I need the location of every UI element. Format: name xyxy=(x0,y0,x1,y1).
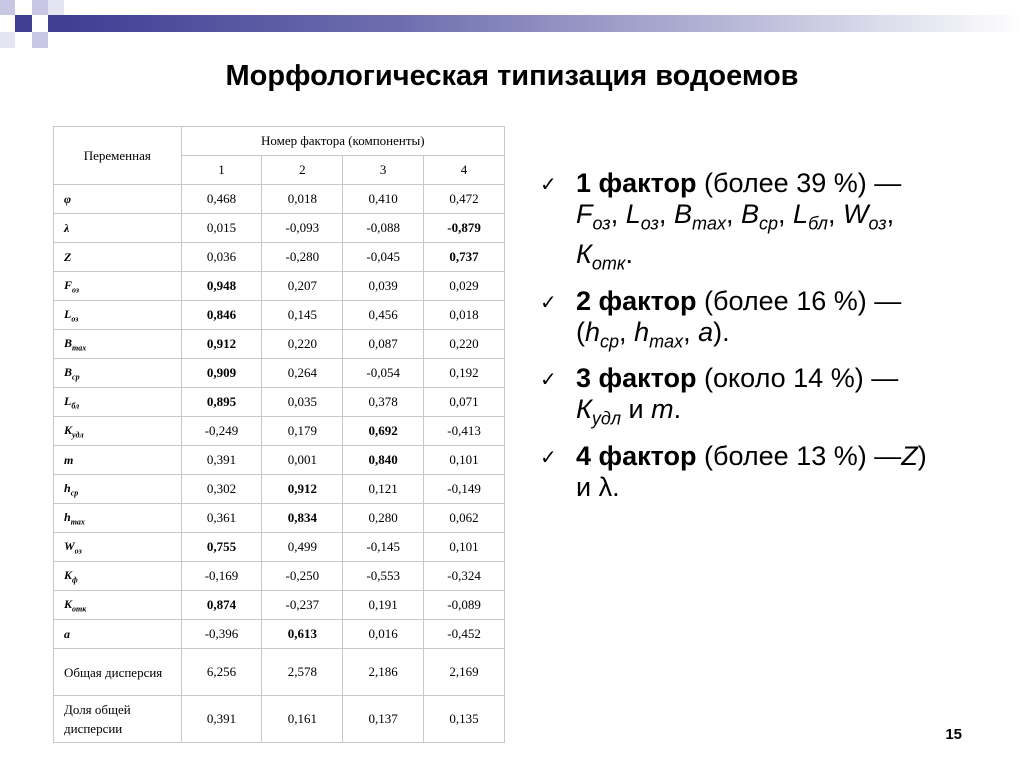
variable-cell xyxy=(54,359,182,388)
summary-row xyxy=(54,649,505,696)
variable-subscript: оз xyxy=(71,314,79,324)
bullet-text-part: , xyxy=(778,199,794,229)
checkmark-icon: ✓ xyxy=(540,446,557,469)
bullet-text-part: h xyxy=(585,316,601,347)
variable-symbol: F xyxy=(64,277,73,292)
loading-cell: 0,410 xyxy=(343,185,424,214)
loading-cell: 0,499 xyxy=(262,533,343,562)
checkmark-icon: ✓ xyxy=(540,291,557,314)
loading-cell: 0,101 xyxy=(424,446,505,475)
header-factor-number: 2 xyxy=(262,156,343,185)
loading-cell: 0,280 xyxy=(343,504,424,533)
loading-cell: 0,846 xyxy=(181,301,262,330)
summary-value: 2,169 xyxy=(424,649,505,696)
bullet-text-part: B xyxy=(673,199,692,229)
bullet-text-part: (более 39 %) — xyxy=(696,168,902,198)
bullet-text-part: . xyxy=(673,394,682,425)
loading-cell: 0,361 xyxy=(181,504,262,533)
bullet-text-part: (более 16 %) —( xyxy=(576,285,902,347)
header-factor-group: Номер фактора (компоненты) xyxy=(181,127,504,156)
deco-square xyxy=(0,0,15,15)
factor-bullet-list xyxy=(540,168,940,509)
loading-cell: -0,280 xyxy=(262,243,343,272)
deco-square xyxy=(48,15,64,32)
loading-cell: 0,472 xyxy=(424,185,505,214)
loading-cell: 0,062 xyxy=(424,504,505,533)
checkmark-icon: ✓ xyxy=(540,369,557,392)
loading-cell: -0,879 xyxy=(424,214,505,243)
loading-cell: -0,237 xyxy=(262,591,343,620)
bullet-text-part: m xyxy=(651,394,674,425)
factor-loadings-table xyxy=(53,126,505,743)
bullet-text-part: оз xyxy=(640,213,659,234)
loading-cell: 0,015 xyxy=(181,214,262,243)
bullet-text-part: max xyxy=(691,213,726,234)
table-row xyxy=(54,591,505,620)
summary-value: 0,137 xyxy=(343,696,424,743)
variable-cell xyxy=(54,533,182,562)
deco-square xyxy=(32,32,48,48)
loading-cell: -0,452 xyxy=(424,620,505,649)
loading-cell: 0,001 xyxy=(262,446,343,475)
loading-cell: 0,755 xyxy=(181,533,262,562)
table-row xyxy=(54,388,505,417)
variable-subscript: max xyxy=(72,343,87,353)
bullet-text-part: 3 фактор xyxy=(576,363,697,394)
bullet-text-part: 1 фактор xyxy=(576,168,697,198)
variable-cell xyxy=(54,446,182,475)
bullet-text-part: F xyxy=(576,199,593,229)
variable-cell xyxy=(54,504,182,533)
header-factor-number: 3 xyxy=(343,156,424,185)
loading-cell: 0,016 xyxy=(343,620,424,649)
loading-cell: 0,895 xyxy=(181,388,262,417)
variable-subscript: ср xyxy=(70,488,79,498)
bullet-text-part: оз xyxy=(592,213,611,234)
deco-gradient-bar xyxy=(64,15,1024,32)
bullet-text-part: , xyxy=(725,199,741,229)
bullet-text-part: 2 фактор xyxy=(576,285,697,316)
loading-cell: -0,553 xyxy=(343,562,424,591)
bullet-text-part: оз xyxy=(868,213,887,234)
loading-cell: 0,035 xyxy=(262,388,343,417)
variable-symbol: h xyxy=(64,509,71,524)
loading-cell: 0,391 xyxy=(181,446,262,475)
bullet-text-part: и xyxy=(621,394,652,425)
factor-bullet xyxy=(540,441,940,503)
table-row xyxy=(54,562,505,591)
loading-cell: -0,045 xyxy=(343,243,424,272)
loading-cell: 0,840 xyxy=(343,446,424,475)
loading-cell: 0,029 xyxy=(424,272,505,301)
summary-value: 2,186 xyxy=(343,649,424,696)
loading-cell: -0,249 xyxy=(181,417,262,446)
variable-cell xyxy=(54,591,182,620)
loading-cell: 0,302 xyxy=(181,475,262,504)
variable-symbol: Z xyxy=(64,249,72,264)
loading-cell: -0,169 xyxy=(181,562,262,591)
variable-symbol: K xyxy=(64,596,73,611)
loading-cell: 0,378 xyxy=(343,388,424,417)
factor-bullet xyxy=(540,363,940,434)
bullet-text-part: удл xyxy=(591,408,622,429)
loading-cell: -0,145 xyxy=(343,533,424,562)
bullet-text-part: ср xyxy=(600,331,620,352)
table-row xyxy=(54,272,505,301)
table-row xyxy=(54,214,505,243)
loading-cell: -0,089 xyxy=(424,591,505,620)
table-row xyxy=(54,533,505,562)
variable-symbol: φ xyxy=(64,191,72,206)
loading-cell: 0,192 xyxy=(424,359,505,388)
loading-cell: 0,018 xyxy=(262,185,343,214)
factor-bullet xyxy=(540,168,940,280)
page-number: 15 xyxy=(945,726,962,743)
variable-subscript: оз xyxy=(72,285,80,295)
variable-symbol: B xyxy=(64,364,73,379)
bullet-text-part: a xyxy=(698,316,714,347)
table-row xyxy=(54,620,505,649)
checkmark-icon: ✓ xyxy=(540,174,557,196)
variable-symbol: h xyxy=(64,480,71,495)
slide-title: Морфологическая типизация водоемов xyxy=(225,60,799,92)
loading-cell: 0,145 xyxy=(262,301,343,330)
summary-value: 2,578 xyxy=(262,649,343,696)
bullet-text-part: (около 14 %) — xyxy=(696,363,899,394)
deco-square xyxy=(48,0,64,15)
variable-symbol: W xyxy=(64,538,75,553)
deco-square xyxy=(32,0,48,15)
loading-cell: -0,396 xyxy=(181,620,262,649)
variable-cell xyxy=(54,272,182,301)
variable-subscript: ф xyxy=(72,575,78,585)
loading-cell: 0,468 xyxy=(181,185,262,214)
loading-cell: 0,039 xyxy=(343,272,424,301)
bullet-text-part: , xyxy=(827,199,843,229)
table-row xyxy=(54,330,505,359)
loading-cell: 0,264 xyxy=(262,359,343,388)
factor-bullet xyxy=(540,286,940,357)
summary-value: 6,256 xyxy=(181,649,262,696)
bullet-text-part: , xyxy=(683,316,699,347)
bullet-text-part: h xyxy=(634,316,650,347)
variable-cell xyxy=(54,475,182,504)
bullet-text-part: L xyxy=(793,199,809,229)
variable-cell xyxy=(54,562,182,591)
bullet-text-part: , xyxy=(886,199,895,229)
loading-cell: 0,692 xyxy=(343,417,424,446)
loading-cell: 0,737 xyxy=(424,243,505,272)
table-row xyxy=(54,504,505,533)
table-row xyxy=(54,446,505,475)
variable-cell xyxy=(54,620,182,649)
bullet-text-part: К xyxy=(576,239,592,270)
bullet-text-part: , xyxy=(658,199,674,229)
variable-subscript: удл xyxy=(72,430,84,440)
bullet-text-part: L xyxy=(625,199,641,229)
loading-cell: 0,071 xyxy=(424,388,505,417)
variable-subscript: отк xyxy=(72,604,87,614)
header-factor-number: 1 xyxy=(181,156,262,185)
loading-cell: 0,220 xyxy=(262,330,343,359)
loading-cell: 0,087 xyxy=(343,330,424,359)
deco-square xyxy=(0,32,15,48)
loading-cell: 0,909 xyxy=(181,359,262,388)
variable-symbol: K xyxy=(64,422,73,437)
table-row xyxy=(54,243,505,272)
bullet-text-part: (более 13 %) — xyxy=(696,440,902,471)
variable-subscript: бл xyxy=(71,401,80,411)
variable-cell xyxy=(54,214,182,243)
variable-cell xyxy=(54,185,182,214)
loading-cell: -0,093 xyxy=(262,214,343,243)
loading-cell: 0,874 xyxy=(181,591,262,620)
variable-cell xyxy=(54,301,182,330)
loading-cell: 0,121 xyxy=(343,475,424,504)
variable-cell xyxy=(54,388,182,417)
variable-cell xyxy=(54,243,182,272)
bullet-text-part: ) и λ. xyxy=(576,440,927,502)
bullet-text-part: W xyxy=(842,199,869,229)
bullet-text-part: B xyxy=(740,199,759,229)
summary-label: Общая дисперсия xyxy=(54,649,182,696)
table-row xyxy=(54,475,505,504)
loading-cell: 0,207 xyxy=(262,272,343,301)
bullet-text-part: Z xyxy=(901,440,918,471)
bullet-text-part: , xyxy=(610,199,626,229)
loading-cell: 0,912 xyxy=(181,330,262,359)
loading-cell: 0,101 xyxy=(424,533,505,562)
loading-cell: 0,036 xyxy=(181,243,262,272)
bullet-text-part: , xyxy=(619,316,635,347)
table-row xyxy=(54,185,505,214)
summary-value: 0,161 xyxy=(262,696,343,743)
bullet-text-part: 4 фактор xyxy=(576,440,697,471)
bullet-text-part: ). xyxy=(713,316,730,347)
summary-value: 0,135 xyxy=(424,696,505,743)
bullet-text-part: max xyxy=(649,331,684,352)
header-decoration xyxy=(0,0,1024,48)
loading-cell: -0,088 xyxy=(343,214,424,243)
loading-cell: -0,054 xyxy=(343,359,424,388)
variable-symbol: m xyxy=(64,452,74,467)
bullet-text-part: ср xyxy=(759,213,779,234)
table-row xyxy=(54,417,505,446)
variable-symbol: L xyxy=(64,393,72,408)
variable-symbol: K xyxy=(64,567,73,582)
variable-symbol: λ xyxy=(64,220,70,235)
header-factor-number: 4 xyxy=(424,156,505,185)
summary-row xyxy=(54,696,505,743)
loading-cell: 0,220 xyxy=(424,330,505,359)
loading-cell: -0,413 xyxy=(424,417,505,446)
header-variable: Переменная xyxy=(54,127,182,185)
variable-subscript: ср xyxy=(72,372,80,382)
variable-cell xyxy=(54,417,182,446)
variable-cell xyxy=(54,330,182,359)
bullet-text-part: . xyxy=(625,239,633,270)
bullet-text-part: К xyxy=(576,394,592,425)
summary-label: Доля общей дисперсии xyxy=(54,696,182,743)
loading-cell: 0,191 xyxy=(343,591,424,620)
bullet-text-part: отк xyxy=(591,253,626,274)
loading-cell: 0,912 xyxy=(262,475,343,504)
variable-symbol: a xyxy=(64,626,70,641)
loading-cell: 0,179 xyxy=(262,417,343,446)
table-row xyxy=(54,359,505,388)
variable-subscript: оз xyxy=(74,546,82,556)
loading-cell: -0,250 xyxy=(262,562,343,591)
deco-square xyxy=(15,15,32,32)
loading-cell: 0,834 xyxy=(262,504,343,533)
table-row xyxy=(54,301,505,330)
loading-cell: 0,613 xyxy=(262,620,343,649)
loading-cell: 0,948 xyxy=(181,272,262,301)
summary-value: 0,391 xyxy=(181,696,262,743)
loading-cell: 0,456 xyxy=(343,301,424,330)
loading-cell: -0,324 xyxy=(424,562,505,591)
variable-subscript: max xyxy=(70,517,85,527)
loading-cell: 0,018 xyxy=(424,301,505,330)
variable-symbol: B xyxy=(64,335,73,350)
variable-symbol: L xyxy=(64,306,72,321)
bullet-text-part: бл xyxy=(808,213,828,234)
loading-cell: -0,149 xyxy=(424,475,505,504)
